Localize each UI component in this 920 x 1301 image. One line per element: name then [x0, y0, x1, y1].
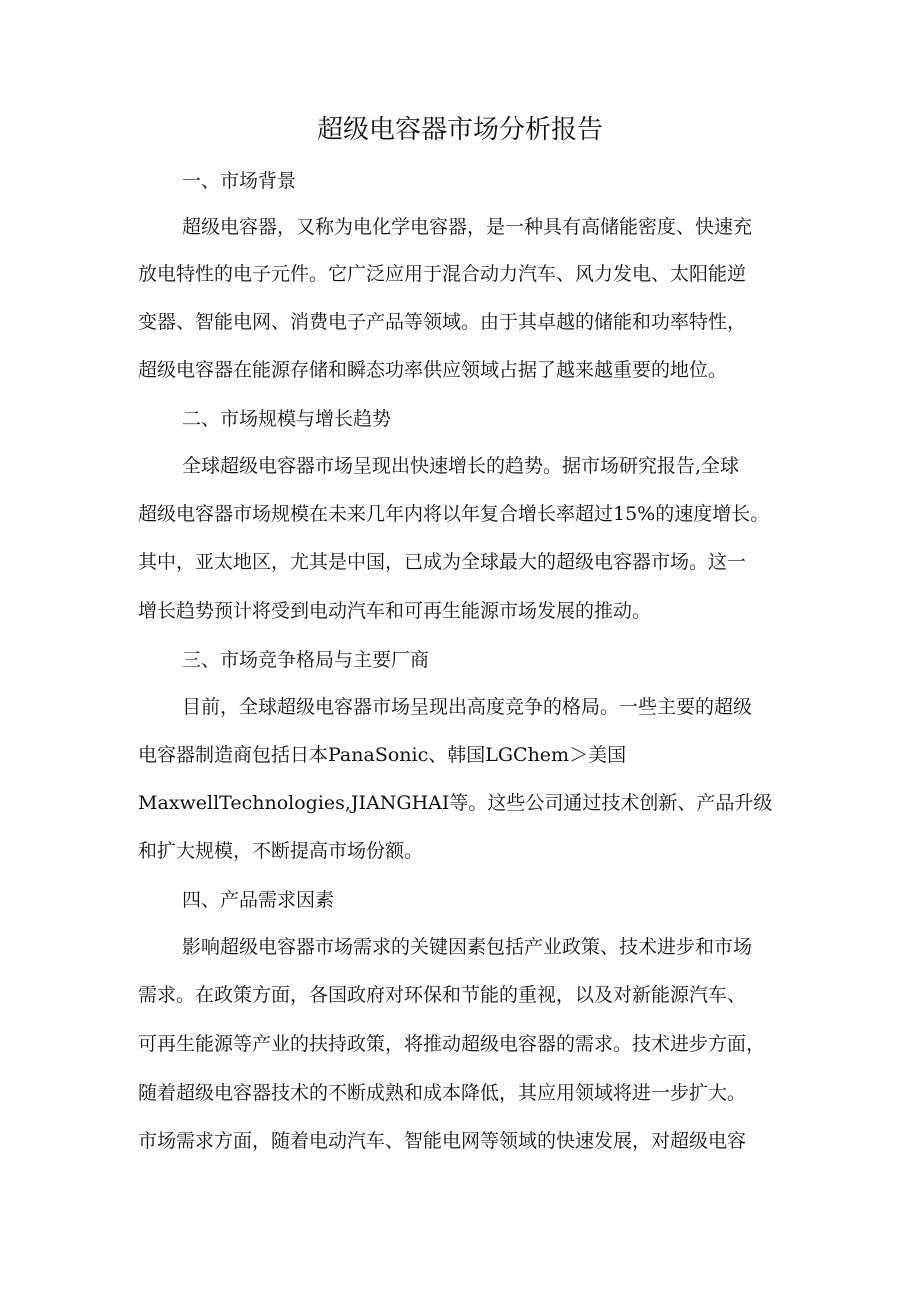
document-title: 超级电容器市场分析报告	[316, 115, 603, 145]
paragraph-line: 放电特性的电子元件。它广泛应用于混合动力汽车、风力发电、太阳能逆	[138, 263, 747, 285]
paragraph-line: 增长趋势预计将受到电动汽车和可再生能源市场发展的推动。	[138, 600, 652, 622]
paragraph-line: 和扩大规模，不断提高市场份额。	[138, 840, 424, 862]
section-heading: 一、市场背景	[182, 170, 297, 192]
paragraph-line: 超级电容器市场规模在未来几年内将以年复合增长率超过15%的速度增长。	[138, 503, 770, 525]
paragraph-line: 变器、智能电网、消费电子产品等领域。由于其卓越的储能和功率特性，	[138, 311, 747, 333]
section-heading: 二、市场规模与增长趋势	[182, 408, 392, 430]
paragraph-line: 影响超级电容器市场需求的关键因素包括产业政策、技术进步和市场	[182, 936, 753, 958]
paragraph-line: 电容器制造商包括日本PanaSonic、韩国LGChem＞美国	[138, 744, 627, 766]
paragraph-line: 随着超级电容器技术的不断成熟和成本降低，其应用领域将进一步扩大。	[138, 1082, 747, 1104]
section-heading: 三、市场竞争格局与主要厂商	[182, 649, 430, 671]
section-heading: 四、产品需求因素	[182, 889, 335, 911]
paragraph-line: 目前，全球超级电容器市场呈现出高度竞争的格局。一些主要的超级	[182, 696, 753, 718]
paragraph-line: MaxwellTechnologies,JIANGHAI等。这些公司通过技术创新、产品升级	[138, 792, 773, 814]
paragraph-line: 其中，亚太地区，尤其是中国，已成为全球最大的超级电容器市场。这一	[138, 551, 747, 573]
paragraph-line: 全球超级电容器市场呈现出快速增长的趋势。据市场研究报告,全球	[182, 455, 740, 477]
paragraph-line: 需求。在政策方面，各国政府对环保和节能的重视，以及对新能源汽车、	[138, 984, 747, 1006]
paragraph-line: 可再生能源等产业的扶持政策，将推动超级电容器的需求。技术进步方面，	[138, 1033, 766, 1055]
paragraph-line: 市场需求方面，随着电动汽车、智能电网等领域的快速发展，对超级电容	[138, 1130, 747, 1152]
paragraph-line: 超级电容器在能源存储和瞬态功率供应领域占据了越来越重要的地位。	[138, 359, 728, 381]
paragraph-line: 超级电容器，又称为电化学电容器，是一种具有高储能密度、快速充	[182, 216, 753, 238]
